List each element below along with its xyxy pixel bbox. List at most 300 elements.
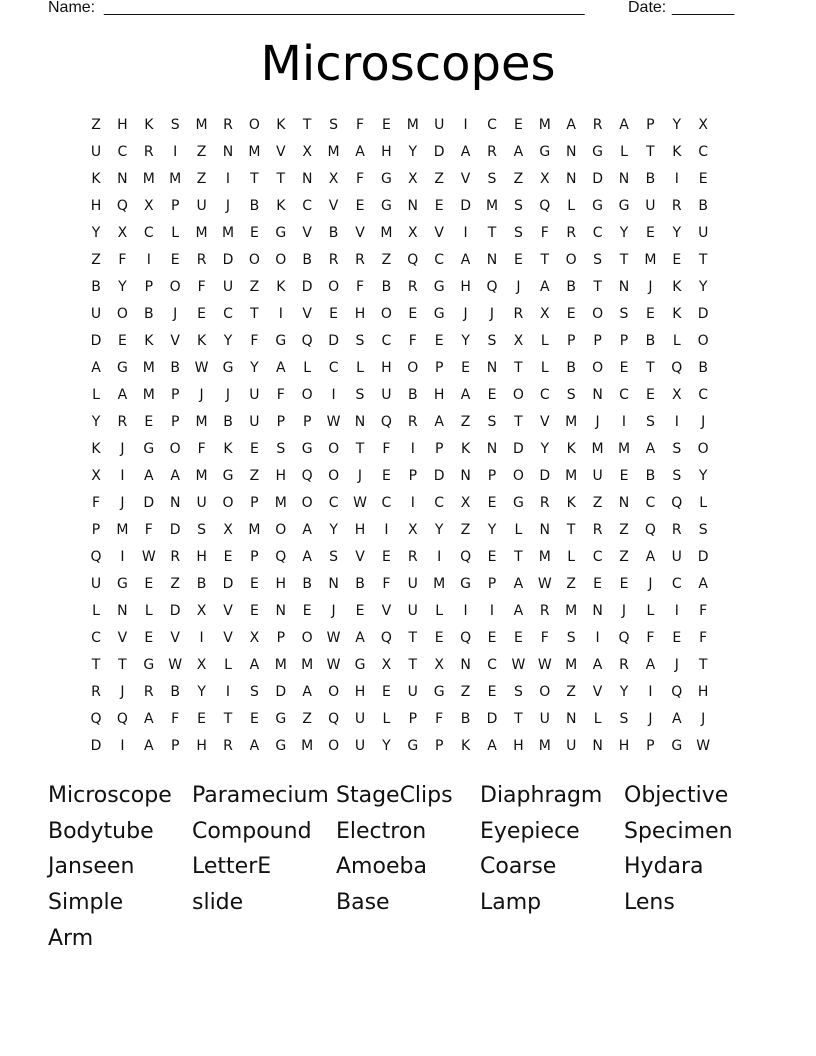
grid-letter: A xyxy=(540,279,550,295)
grid-letter: O xyxy=(248,252,260,268)
grid-letter: D xyxy=(222,252,234,268)
grid-letter: I xyxy=(595,630,600,646)
grid-letter: I xyxy=(463,117,468,133)
grid-letter: E xyxy=(355,603,365,619)
word-list-item: Diaphragm xyxy=(480,783,603,808)
grid-letter: E xyxy=(645,306,655,322)
grid-letter: A xyxy=(144,738,154,754)
grid-letter: R xyxy=(407,279,418,295)
grid-letter: Q xyxy=(90,549,102,565)
grid-letter: E xyxy=(487,549,497,565)
grid-letter: P xyxy=(619,333,629,349)
grid-letter: O xyxy=(380,306,392,322)
grid-letter: F xyxy=(382,441,391,457)
grid-letter: J xyxy=(701,414,706,430)
grid-letter: E xyxy=(381,117,391,133)
grid-letter: F xyxy=(408,333,417,349)
grid-letter: E xyxy=(434,630,444,646)
grid-letter: M xyxy=(301,657,314,673)
grid-letter: E xyxy=(487,495,497,511)
grid-letter: B xyxy=(302,252,312,268)
grid-letter: M xyxy=(195,117,208,133)
grid-letter: X xyxy=(91,468,101,484)
grid-letter: B xyxy=(355,576,365,592)
grid-letter: M xyxy=(142,360,155,376)
grid-letter: A xyxy=(645,657,656,673)
grid-letter: N xyxy=(618,495,630,511)
grid-letter: J xyxy=(701,711,706,727)
grid-letter: A xyxy=(144,711,154,727)
grid-letter: E xyxy=(381,684,391,700)
grid-row xyxy=(84,571,718,598)
grid-letter: G xyxy=(433,279,445,295)
grid-letter: T xyxy=(698,657,708,673)
grid-letter: F xyxy=(699,603,708,619)
grid-letter: L xyxy=(514,522,523,538)
grid-letter: S xyxy=(513,198,523,214)
grid-letter: O xyxy=(328,279,340,295)
grid-letter: B xyxy=(170,360,180,376)
grid-letter: K xyxy=(461,738,471,754)
grid-letter: J xyxy=(648,576,653,592)
grid-letter: U xyxy=(645,198,656,214)
grid-letter: K xyxy=(566,441,576,457)
grid-letter: Q xyxy=(380,630,392,646)
grid-letter: E xyxy=(487,684,497,700)
grid-letter: P xyxy=(170,198,180,214)
grid-letter: X xyxy=(540,306,550,322)
grid-letter: O xyxy=(275,252,287,268)
grid-letter: K xyxy=(223,441,233,457)
grid-letter: E xyxy=(381,468,391,484)
grid-letter: O xyxy=(328,468,340,484)
grid-letter: G xyxy=(143,441,155,457)
grid-letter: E xyxy=(408,306,418,322)
grid-letter: R xyxy=(91,684,101,700)
grid-letter: Z xyxy=(619,549,629,565)
grid-letter: O xyxy=(697,333,709,349)
grid-letter: P xyxy=(487,576,497,592)
grid-letter: K xyxy=(672,306,682,322)
grid-letter: R xyxy=(407,414,418,430)
grid-letter: E xyxy=(249,603,259,619)
grid-letter: J xyxy=(621,603,627,619)
grid-letter: M xyxy=(195,414,208,430)
grid-letter: C xyxy=(328,360,339,376)
grid-letter: Z xyxy=(513,171,524,187)
grid-letter: J xyxy=(173,306,178,322)
grid-letter: T xyxy=(250,171,259,187)
grid-letter: P xyxy=(170,387,180,403)
grid-letter: M xyxy=(301,738,314,754)
grid-letter: D xyxy=(328,333,339,349)
word-list-item: Compound xyxy=(192,818,312,844)
grid-letter: G xyxy=(143,657,155,673)
grid-letter: O xyxy=(512,468,524,484)
word-list-item: Hydara xyxy=(624,854,704,880)
grid-letter: U xyxy=(354,738,366,754)
grid-row xyxy=(84,517,718,544)
grid-letter: X xyxy=(302,144,312,160)
grid-letter: O xyxy=(565,252,577,268)
grid-letter: D xyxy=(169,603,181,619)
grid-letter: G xyxy=(275,711,287,727)
grid-row xyxy=(84,139,718,166)
grid-letter: I xyxy=(331,387,336,403)
grid-row xyxy=(84,166,718,193)
grid-letter: E xyxy=(566,306,576,322)
grid-letter: G xyxy=(433,306,445,322)
grid-letter: F xyxy=(118,252,127,268)
grid-letter: O xyxy=(116,306,128,322)
grid-letter: K xyxy=(672,144,682,160)
grid-letter: F xyxy=(197,279,206,295)
grid-letter: P xyxy=(170,414,180,430)
grid-letter: F xyxy=(646,630,655,646)
grid-letter: N xyxy=(592,738,603,754)
grid-letter: X xyxy=(408,225,418,241)
grid-letter: F xyxy=(699,630,708,646)
grid-letter: D xyxy=(460,198,471,214)
grid-letter: N xyxy=(354,414,366,430)
grid-letter: E xyxy=(197,711,207,727)
grid-letter: E xyxy=(672,630,682,646)
grid-letter: C xyxy=(619,387,629,403)
grid-letter: M xyxy=(538,117,551,133)
grid-letter: P xyxy=(434,738,444,754)
grid-letter: S xyxy=(672,441,682,457)
grid-letter: P xyxy=(566,333,576,349)
word-list-item: Base xyxy=(336,890,390,916)
grid-letter: Z xyxy=(249,468,260,484)
grid-letter: N xyxy=(486,360,498,376)
grid-letter: X xyxy=(196,603,207,619)
grid-letter: J xyxy=(120,684,125,700)
grid-letter: D xyxy=(90,738,102,754)
grid-letter: Q xyxy=(90,711,102,727)
grid-letter: J xyxy=(674,657,679,673)
grid-letter: K xyxy=(276,279,286,295)
grid-letter: E xyxy=(249,225,259,241)
grid-letter: T xyxy=(540,252,550,268)
grid-letter: N xyxy=(117,171,128,187)
grid-row xyxy=(84,409,718,436)
grid-letter: N xyxy=(169,495,181,511)
grid-letter: B xyxy=(460,711,471,727)
grid-letter: I xyxy=(674,414,679,430)
grid-letter: X xyxy=(672,387,682,403)
grid-letter: U xyxy=(196,198,207,214)
grid-letter: T xyxy=(276,171,286,187)
grid-letter: P xyxy=(276,414,286,430)
grid-letter: D xyxy=(513,441,524,457)
grid-letter: J xyxy=(120,441,125,457)
grid-letter: E xyxy=(513,252,523,268)
grid-letter: C xyxy=(645,495,656,511)
grid-letter: A xyxy=(513,144,524,160)
grid-letter: R xyxy=(619,657,629,673)
grid-letter: W xyxy=(326,414,341,430)
grid-letter: B xyxy=(645,171,656,187)
word-list-item: Paramecium xyxy=(192,783,329,808)
grid-letter: N xyxy=(565,711,577,727)
word-list-item: Bodytube xyxy=(48,818,154,844)
grid-letter: Y xyxy=(698,468,708,484)
grid-letter: F xyxy=(355,117,365,133)
grid-letter: A xyxy=(144,468,154,484)
grid-letter: M xyxy=(248,522,261,538)
grid-letter: E xyxy=(513,630,523,646)
grid-letter: R xyxy=(513,306,524,322)
grid-letter: I xyxy=(120,468,125,484)
grid-letter: Z xyxy=(566,576,576,592)
grid-letter: U xyxy=(434,117,445,133)
grid-letter: C xyxy=(381,333,392,349)
grid-letter: G xyxy=(275,225,287,241)
grid-letter: T xyxy=(408,630,418,646)
grid-letter: E xyxy=(249,441,259,457)
grid-letter: Y xyxy=(619,684,629,700)
grid-row xyxy=(84,220,718,247)
grid-letter: D xyxy=(301,279,313,295)
grid-letter: C xyxy=(434,495,445,511)
grid-letter: F xyxy=(355,279,365,295)
grid-letter: U xyxy=(90,576,102,592)
grid-letter: T xyxy=(91,657,101,673)
grid-letter: G xyxy=(539,144,551,160)
grid-letter: E xyxy=(487,630,497,646)
grid-letter: E xyxy=(144,414,154,430)
grid-letter: A xyxy=(434,414,444,430)
grid-letter: G xyxy=(592,144,604,160)
grid-letter: C xyxy=(302,198,313,214)
grid-letter: E xyxy=(329,306,339,322)
grid-letter: O xyxy=(697,441,709,457)
grid-letter: H xyxy=(117,117,128,133)
grid-letter: X xyxy=(513,333,524,349)
grid-letter: O xyxy=(222,495,234,511)
grid-letter: B xyxy=(328,225,339,241)
grid-letter: N xyxy=(328,576,339,592)
grid-letter: V xyxy=(540,414,550,430)
grid-letter: T xyxy=(302,117,312,133)
grid-row xyxy=(84,301,718,328)
grid-letter: Q xyxy=(486,279,498,295)
grid-letter: I xyxy=(463,603,468,619)
grid-letter: R xyxy=(223,117,233,133)
grid-letter: L xyxy=(593,711,602,727)
name-label: Name: xyxy=(48,0,96,16)
grid-letter: V xyxy=(460,171,471,187)
grid-letter: B xyxy=(302,576,312,592)
grid-letter: E xyxy=(170,252,180,268)
grid-letter: V xyxy=(302,225,312,241)
grid-letter: L xyxy=(171,225,180,241)
grid-letter: U xyxy=(539,711,550,727)
grid-letter: L xyxy=(646,603,655,619)
grid-letter: I xyxy=(621,414,627,430)
grid-letter: Q xyxy=(671,495,683,511)
word-list-item: Lamp xyxy=(480,890,542,916)
grid-letter: H xyxy=(275,576,287,592)
grid-letter: G xyxy=(407,738,419,754)
grid-letter: R xyxy=(355,252,365,268)
grid-letter: I xyxy=(410,495,415,511)
grid-letter: Y xyxy=(382,738,391,754)
grid-letter: C xyxy=(328,495,339,511)
grid-letter: G xyxy=(354,657,366,673)
grid-letter: N xyxy=(592,387,603,403)
grid-letter: L xyxy=(356,360,364,376)
grid-letter: N xyxy=(486,252,498,268)
grid-letter: E xyxy=(144,630,154,646)
grid-letter: G xyxy=(671,738,683,754)
grid-letter: Q xyxy=(671,360,683,376)
grid-letter: P xyxy=(593,333,602,349)
grid-letter: Q xyxy=(618,630,630,646)
word-list-item: Specimen xyxy=(624,818,733,844)
grid-letter: I xyxy=(173,144,178,160)
grid-letter: L xyxy=(144,603,153,619)
grid-letter: M xyxy=(274,657,287,673)
grid-letter: J xyxy=(463,306,468,322)
grid-letter: D xyxy=(697,306,709,322)
grid-letter: V xyxy=(170,333,180,349)
word-list-item: Objective xyxy=(624,783,729,808)
grid-row xyxy=(84,625,718,652)
grid-letter: W xyxy=(511,657,526,673)
grid-letter: E xyxy=(645,225,655,241)
grid-letter: M xyxy=(565,468,578,484)
grid-letter: E xyxy=(381,549,391,565)
grid-letter: E xyxy=(487,387,497,403)
grid-letter: U xyxy=(407,576,418,592)
grid-letter: C xyxy=(698,144,709,160)
grid-letter: E xyxy=(461,360,471,376)
grid-letter: T xyxy=(593,279,602,295)
grid-letter: E xyxy=(249,576,259,592)
grid-letter: S xyxy=(619,711,629,727)
grid-letter: S xyxy=(645,414,655,430)
grid-letter: P xyxy=(408,468,418,484)
grid-letter: N xyxy=(407,198,419,214)
grid-letter: A xyxy=(170,468,180,484)
grid-letter: B xyxy=(143,306,154,322)
grid-letter: S xyxy=(566,387,576,403)
grid-letter: Z xyxy=(91,252,101,268)
grid-letter: T xyxy=(514,711,523,727)
grid-letter: Z xyxy=(460,522,471,538)
grid-letter: F xyxy=(382,576,391,592)
grid-letter: M xyxy=(142,171,155,187)
grid-letter: E xyxy=(672,252,682,268)
grid-row xyxy=(84,274,718,301)
grid-letter: F xyxy=(250,333,259,349)
grid-letter: O xyxy=(301,495,313,511)
grid-letter: U xyxy=(249,414,260,430)
grid-letter: P xyxy=(646,117,655,133)
grid-letter: V xyxy=(381,603,392,619)
grid-letter: Q xyxy=(671,684,683,700)
grid-letter: O xyxy=(169,441,181,457)
grid-letter: P xyxy=(434,360,444,376)
grid-letter: C xyxy=(223,306,233,322)
grid-letter: Y xyxy=(487,522,497,538)
grid-letter: S xyxy=(197,522,207,538)
grid-letter: H xyxy=(90,198,102,214)
grid-letter: B xyxy=(698,360,708,376)
grid-letter: R xyxy=(539,603,550,619)
grid-letter: H xyxy=(275,468,287,484)
grid-letter: U xyxy=(698,225,709,241)
grid-letter: N xyxy=(222,144,234,160)
grid-letter: X xyxy=(540,171,550,187)
grid-letter: K xyxy=(461,441,471,457)
grid-letter: H xyxy=(381,144,392,160)
grid-letter: G xyxy=(116,576,128,592)
page-title: Microscopes xyxy=(260,36,556,92)
grid-letter: W xyxy=(696,738,711,754)
grid-letter: A xyxy=(619,117,629,133)
grid-letter: S xyxy=(566,630,576,646)
grid-letter: M xyxy=(195,225,208,241)
grid-letter: N xyxy=(592,603,603,619)
grid-letter: S xyxy=(513,225,523,241)
grid-letter: P xyxy=(487,468,497,484)
grid-letter: E xyxy=(698,171,708,187)
grid-letter: V xyxy=(223,630,233,646)
grid-row xyxy=(84,382,718,409)
grid-letter: M xyxy=(327,144,340,160)
grid-letter: P xyxy=(646,738,655,754)
word-list-item: Janseen xyxy=(48,854,135,880)
grid-letter: V xyxy=(434,225,444,241)
date-field: _______ xyxy=(672,0,735,16)
grid-letter: U xyxy=(196,495,207,511)
grid-letter: V xyxy=(302,306,312,322)
grid-letter: D xyxy=(143,495,155,511)
grid-letter: Z xyxy=(434,171,444,187)
grid-letter: A xyxy=(302,549,312,565)
grid-letter: A xyxy=(117,387,128,403)
grid-letter: O xyxy=(592,360,604,376)
grid-letter: B xyxy=(223,414,233,430)
word-list-item: Coarse xyxy=(480,854,557,880)
grid-row xyxy=(84,112,718,139)
grid-row xyxy=(84,652,718,679)
grid-letter: T xyxy=(514,360,523,376)
grid-letter: G xyxy=(380,171,392,187)
grid-letter: B xyxy=(170,684,180,700)
grid-letter: I xyxy=(120,738,125,754)
grid-letter: U xyxy=(566,738,577,754)
grid-letter: N xyxy=(460,468,471,484)
word-list-item: Simple xyxy=(48,890,124,916)
grid-letter: G xyxy=(512,495,524,511)
word-list-item: Eyepiece xyxy=(480,818,580,844)
grid-letter: K xyxy=(276,198,286,214)
grid-letter: O xyxy=(301,630,313,646)
grid-letter: E xyxy=(645,387,655,403)
grid-letter: O xyxy=(512,387,524,403)
grid-letter: T xyxy=(408,657,418,673)
grid-letter: H xyxy=(196,549,207,565)
grid-letter: G xyxy=(380,198,392,214)
grid-letter: S xyxy=(329,117,339,133)
grid-letter: X xyxy=(144,198,154,214)
grid-letter: N xyxy=(275,603,287,619)
grid-letter: T xyxy=(118,657,127,673)
